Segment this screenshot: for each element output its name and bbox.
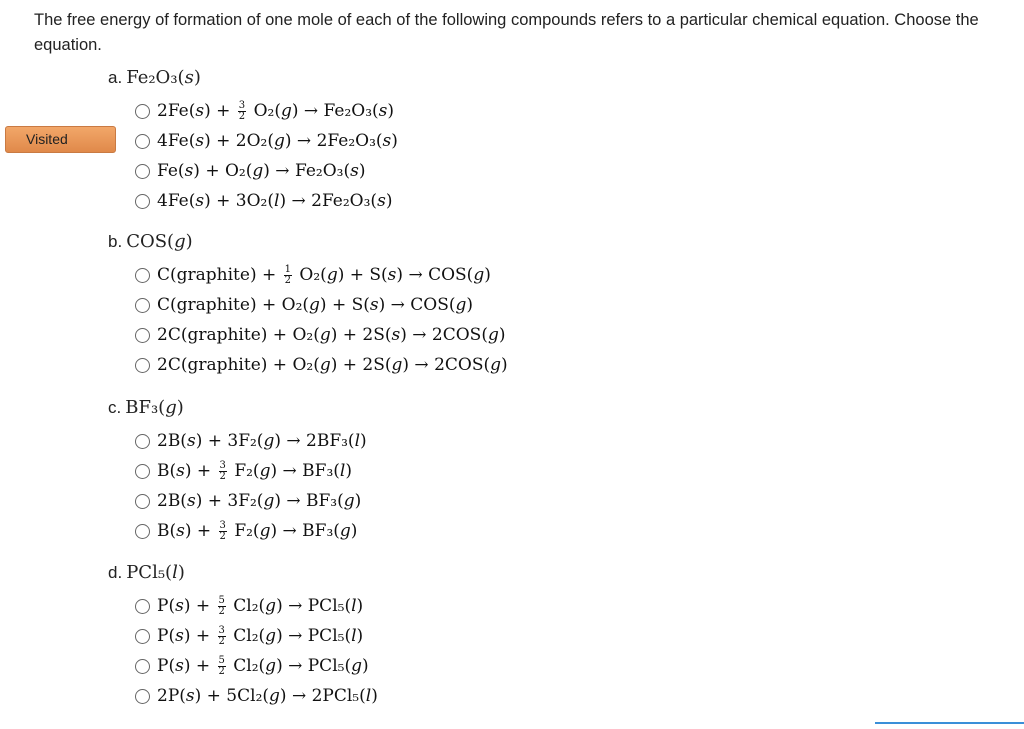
radio-button[interactable]	[135, 629, 150, 644]
answer-option[interactable]	[135, 260, 491, 290]
answer-option[interactable]	[135, 96, 394, 126]
compound-formula: COS(g)	[126, 231, 193, 252]
radio-button[interactable]	[135, 464, 150, 479]
answer-option[interactable]	[135, 350, 508, 380]
radio-button[interactable]	[135, 104, 150, 119]
radio-button[interactable]	[135, 298, 150, 313]
radio-button[interactable]	[135, 358, 150, 373]
equation-text: P(s) + $\frac{5}{2}$ Cl₂(g) → PCl₅(l)	[157, 594, 364, 617]
equation-text: 2Fe(s) + $\frac{3}{2}$ O₂(g) → Fe₂O₃(s)	[157, 99, 395, 122]
part-heading	[108, 561, 185, 586]
part-heading	[108, 66, 201, 91]
answer-option[interactable]	[135, 681, 378, 711]
answer-option[interactable]	[135, 290, 473, 320]
equation-text: 4Fe(s) + 2O₂(g) → 2Fe₂O₃(s)	[157, 131, 398, 151]
answer-option[interactable]	[135, 456, 352, 486]
equation-text: 2B(s) + 3F₂(g) → 2BF₃(l)	[157, 431, 367, 451]
equation-text: P(s) + $\frac{3}{2}$ Cl₂(g) → PCl₅(l)	[157, 624, 364, 647]
part-letter: a.	[108, 68, 123, 87]
answer-option[interactable]	[135, 186, 392, 216]
equation-text: 4Fe(s) + 3O₂(l) → 2Fe₂O₃(s)	[157, 191, 393, 211]
equation-text: B(s) + $\frac{3}{2}$ F₂(g) → BF₃(g)	[157, 519, 358, 542]
equation-text: 2C(graphite) + O₂(g) + 2S(g) → 2COS(g)	[157, 355, 508, 375]
answer-option[interactable]	[135, 426, 367, 456]
radio-button[interactable]	[135, 689, 150, 704]
answer-option[interactable]	[135, 126, 398, 156]
radio-button[interactable]	[135, 194, 150, 209]
radio-button[interactable]	[135, 434, 150, 449]
answer-option[interactable]	[135, 591, 363, 621]
answer-option[interactable]	[135, 651, 369, 681]
radio-button[interactable]	[135, 164, 150, 179]
scroll-indicator	[875, 722, 1024, 729]
part-heading	[108, 230, 193, 255]
compound-formula: Fe₂O₃(s)	[126, 67, 201, 88]
part-letter: c.	[108, 398, 122, 417]
equation-text: Fe(s) + O₂(g) → Fe₂O₃(s)	[157, 161, 366, 181]
equation-text: 2C(graphite) + O₂(g) + 2S(s) → 2COS(g)	[157, 325, 506, 345]
part-letter: b.	[108, 232, 123, 251]
radio-button[interactable]	[135, 134, 150, 149]
compound-formula: BF₃(g)	[125, 397, 184, 418]
radio-button[interactable]	[135, 599, 150, 614]
radio-button[interactable]	[135, 268, 150, 283]
answer-option[interactable]	[135, 486, 361, 516]
equation-text: P(s) + $\frac{5}{2}$ Cl₂(g) → PCl₅(g)	[157, 654, 369, 677]
part-heading	[108, 396, 184, 421]
part-letter: d.	[108, 563, 123, 582]
radio-button[interactable]	[135, 524, 150, 539]
answer-option[interactable]	[135, 156, 365, 186]
answer-option[interactable]	[135, 320, 506, 350]
radio-button[interactable]	[135, 659, 150, 674]
answer-option[interactable]	[135, 621, 363, 651]
radio-button[interactable]	[135, 328, 150, 343]
equation-text: B(s) + $\frac{3}{2}$ F₂(g) → BF₃(l)	[157, 459, 352, 482]
equation-text: C(graphite) + O₂(g) + S(s) → COS(g)	[157, 295, 474, 315]
answer-option[interactable]	[135, 516, 357, 546]
visited-badge: Visited	[5, 126, 116, 153]
compound-formula: PCl₅(l)	[126, 562, 185, 583]
radio-button[interactable]	[135, 494, 150, 509]
equation-text: 2B(s) + 3F₂(g) → BF₃(g)	[157, 491, 362, 511]
instructions-text: The free energy of formation of one mole of each of the following compounds refers to a particular chemical equation. Choose the equation.	[34, 11, 979, 54]
equation-text: C(graphite) + $\frac{1}{2}$ O₂(g) + S(s) → COS(g)	[157, 263, 491, 286]
equation-text: 2P(s) + 5Cl₂(g) → 2PCl₅(l)	[157, 686, 378, 706]
